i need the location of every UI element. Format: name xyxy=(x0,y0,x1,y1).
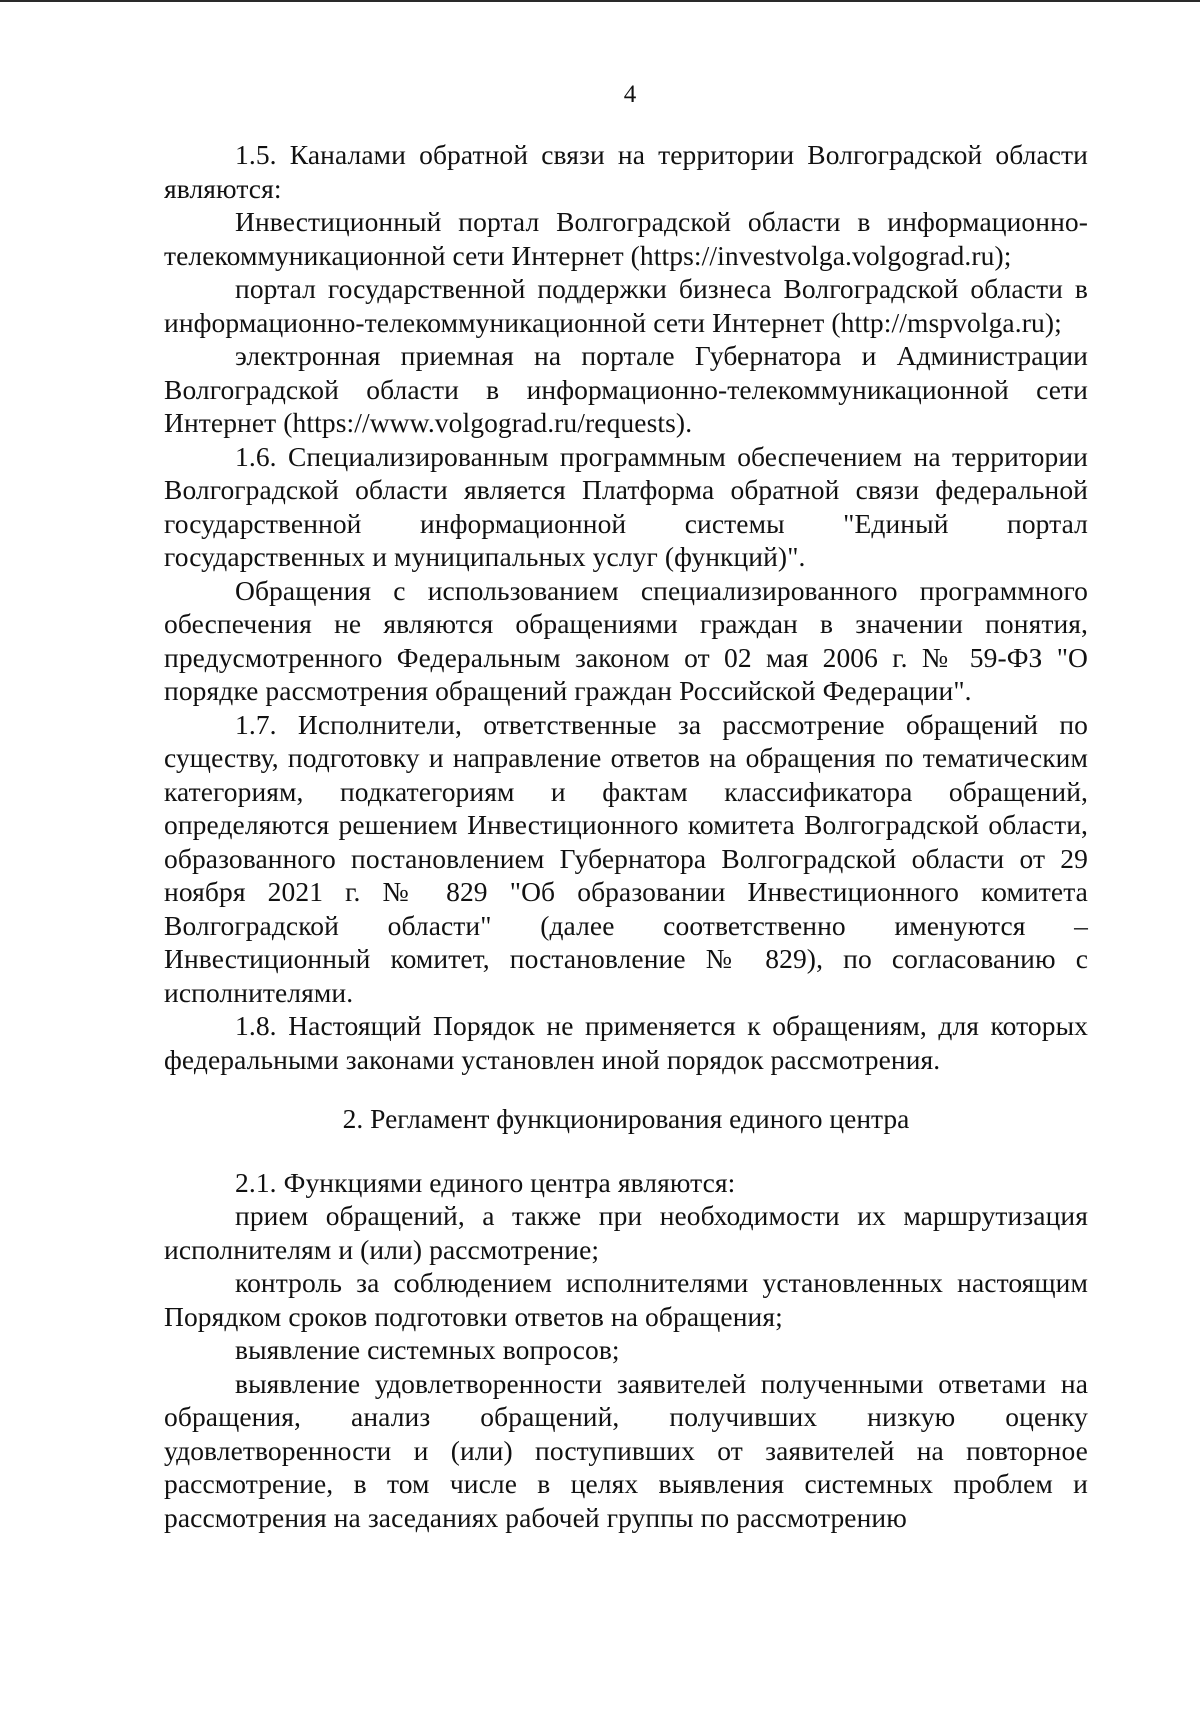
document-body xyxy=(164,138,1088,1534)
paragraph-invest-portal: Инвестиционный портал Волгоградской области в информационно-телекоммуникационной сети Интернет (https://investvolga.volgograd.ru); xyxy=(164,206,1088,271)
paragraph-function-control: контроль за соблюдением исполнителями установленных настоящим Порядком сроков подготовки ответов на обращения; xyxy=(164,1267,1088,1332)
page-number: 4 xyxy=(623,81,637,108)
paragraph-1-8: 1.8. Настоящий Порядок не применяется к обращениям, для которых федеральными законами установлен иной порядок рассмотрения. xyxy=(164,1010,1088,1075)
paragraph-1-6: 1.6. Специализированным программным обеспечением на территории Волгоградской области является Платформа обратной связи федеральной государственной информационной системы "Единый портал государственных и муниципальных услуг (функций)". xyxy=(164,440,1088,572)
paragraph-business-support-portal: портал государственной поддержки бизнеса Волгоградской области в информационно-телекоммуникационной сети Интернет (http://mspvolga.ru); xyxy=(164,273,1088,338)
paragraph-function-system-issues: выявление системных вопросов; xyxy=(235,1334,620,1365)
paragraph-function-reception: прием обращений, а также при необходимости их маршрутизация исполнителям и (или) рассмотрение; xyxy=(164,1200,1088,1265)
paragraph-2-1: 2.1. Функциями единого центра являются: xyxy=(235,1166,736,1198)
scan-top-edge xyxy=(0,0,1200,2)
paragraph-electronic-reception: электронная приемная на портале Губернатора и Администрации Волгоградской области в информационно-телекоммуникационной сети Интернет (https://www.volgograd.ru/requests). xyxy=(164,340,1088,438)
paragraph-1-7: 1.7. Исполнители, ответственные за рассмотрение обращений по существу, подготовку и направление ответов на обращения по тематическим категориям, подкатегориям и фактам классификатора обращений, определяются решением Инвестиционного комитета Волгоградской области, образованного постановлением Губернатора Волгоградской области от 29 ноября 2021 г. № 829 "Об образовании Инвестиционного комитета Волгоградской области" (далее соответственно именуются – Инвестиционный комитет, постановление № 829), по согласованию с исполнителями. xyxy=(164,708,1088,1008)
paragraph-appeals-note: Обращения с использованием специализированного программного обеспечения не являются обращениями граждан в значении понятия, предусмотренного Федеральным законом от 02 мая 2006 г. № 59-ФЗ "О порядке рассмотрения обращений граждан Российской Федерации". xyxy=(164,574,1088,706)
section-heading: 2. Регламент функционирования единого центра xyxy=(342,1103,910,1134)
paragraph-function-satisfaction: выявление удовлетворенности заявителей полученными ответами на обращения, анализ обращений, получивших низкую оценку удовлетворенности и (или) поступивших от заявителей на повторное рассмотрение, в том числе в целях выявления системных проблем и рассмотрения на заседаниях рабочей группы по рассмотрению xyxy=(164,1367,1088,1533)
paragraph-1-5-intro: 1.5. Каналами обратной связи на территории Волгоградской области являются: xyxy=(164,139,1088,204)
